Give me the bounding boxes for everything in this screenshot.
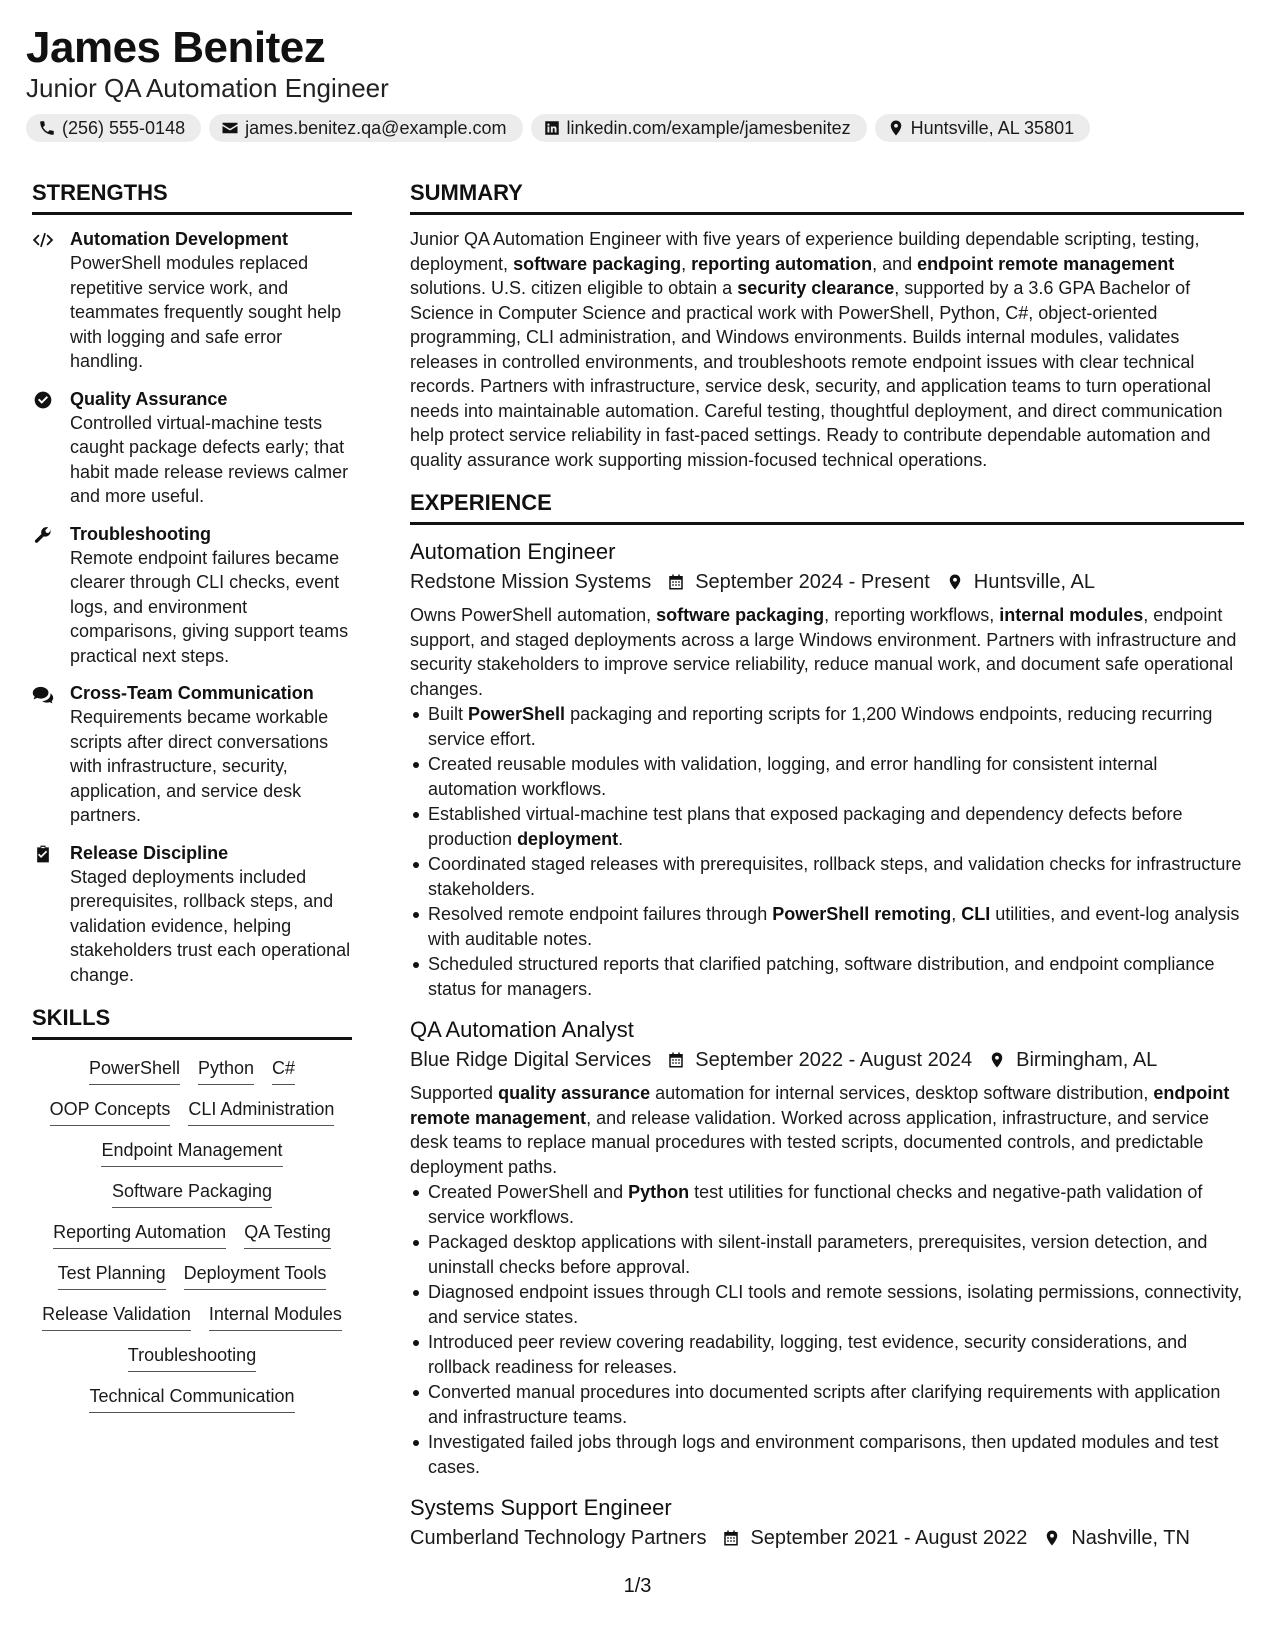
location-pin-icon bbox=[946, 572, 964, 592]
strength-item bbox=[32, 387, 352, 509]
phone-icon bbox=[38, 119, 56, 137]
job-entry bbox=[410, 1493, 1244, 1553]
job-bullets bbox=[410, 1180, 1244, 1479]
strength-description: Remote endpoint failures became clearer through CLI checks, event logs, and environment comparisons, giving support teams practical next steps. bbox=[70, 547, 349, 666]
envelope-icon bbox=[221, 119, 239, 137]
strength-title: Automation Development bbox=[70, 229, 289, 249]
job-bullet: Created PowerShell and Python test utilities for functional checks and negative-path validation of service workflows. bbox=[410, 1180, 1244, 1229]
skill-tag: Software Packaging bbox=[112, 1179, 272, 1208]
strength-item bbox=[32, 841, 352, 988]
job-bullet: Resolved remote endpoint failures through PowerShell remoting, CLI utilities, and event-log analysis with auditable notes. bbox=[410, 902, 1244, 951]
job-title: QA Automation Analyst bbox=[410, 1017, 634, 1042]
job-bullet: Introduced peer review covering readability, logging, test evidence, security considerations, and rollback readiness for releases. bbox=[410, 1330, 1244, 1379]
contact-bar bbox=[26, 114, 1246, 142]
skill-tag: Troubleshooting bbox=[128, 1343, 256, 1372]
experience-heading: EXPERIENCE bbox=[410, 488, 1244, 525]
strength-description: Staged deployments included prerequisites, rollback steps, and validation evidence, helping stakeholders trust each operational change. bbox=[70, 866, 351, 985]
location-pin-icon bbox=[887, 119, 905, 137]
strength-title: Troubleshooting bbox=[70, 523, 211, 544]
job-bullet: Investigated failed jobs through logs and environment comparisons, then updated modules and test cases. bbox=[410, 1430, 1244, 1479]
skill-tag: Release Validation bbox=[42, 1302, 191, 1331]
contact-phone-text: (256) 555-0148 bbox=[62, 117, 186, 138]
skill-tag: QA Testing bbox=[244, 1220, 331, 1249]
wrench-icon bbox=[32, 525, 54, 545]
job-dates: September 2021 - August 2022 bbox=[750, 1527, 1028, 1549]
job-bullet: Scheduled structured reports that clarified patching, software distribution, and endpoint compliance status for managers. bbox=[410, 952, 1244, 1001]
clipboard-check-icon bbox=[32, 844, 54, 864]
strength-description: Requirements became workable scripts after direct conversations with infrastructure, security, application, and service desk partners. bbox=[70, 707, 329, 825]
left-column bbox=[32, 178, 352, 1413]
skill-tag: Endpoint Management bbox=[101, 1138, 282, 1167]
linkedin-icon bbox=[543, 119, 561, 137]
skill-tag: Reporting Automation bbox=[53, 1220, 226, 1249]
skills-list bbox=[32, 1052, 352, 1413]
job-entry bbox=[410, 1015, 1244, 1479]
skill-tag: Internal Modules bbox=[209, 1302, 342, 1331]
summary-heading: SUMMARY bbox=[410, 178, 1244, 215]
job-bullet: Converted manual procedures into documented scripts after clarifying requirements with application and infrastructure teams. bbox=[410, 1380, 1244, 1429]
job-bullet: Established virtual-machine test plans that exposed packaging and dependency defects before production deployment. bbox=[410, 802, 1244, 851]
strength-title: Release Discipline bbox=[70, 842, 229, 863]
strengths-heading: STRENGTHS bbox=[32, 178, 352, 215]
check-circle-icon bbox=[32, 390, 54, 410]
skills-heading: SKILLS bbox=[32, 1003, 352, 1040]
job-bullets bbox=[410, 702, 1244, 1001]
contact-location-text: Huntsville, AL 35801 bbox=[910, 117, 1075, 138]
skill-tag: Deployment Tools bbox=[184, 1261, 327, 1290]
skill-tag: Technical Communication bbox=[89, 1384, 294, 1413]
page-number: 1/3 bbox=[623, 1575, 652, 1597]
job-entry bbox=[410, 537, 1244, 1001]
candidate-title: Junior QA Automation Engineer bbox=[26, 73, 389, 103]
contact-phone[interactable] bbox=[26, 114, 201, 142]
contact-email-text: james.benitez.qa@example.com bbox=[245, 117, 507, 138]
job-location: Birmingham, AL bbox=[1016, 1049, 1158, 1071]
contact-linkedin-text: linkedin.com/example/jamesbenitez bbox=[566, 117, 851, 138]
skill-tag: Test Planning bbox=[58, 1261, 166, 1290]
job-dates: September 2024 - Present bbox=[695, 571, 930, 593]
job-meta bbox=[410, 1523, 1244, 1553]
job-description: Supported quality assurance automation for internal services, desktop software distribution, endpoint remote management, and release validation. Worked across application, infrastructure, and service desk teams to replace manual procedures with tested scripts, documented controls, and predictable deployment paths. bbox=[410, 1083, 1230, 1177]
job-bullet: Built PowerShell packaging and reporting scripts for 1,200 Windows endpoints, reducing recurring service effort. bbox=[410, 702, 1244, 751]
skill-tag: C# bbox=[272, 1056, 295, 1085]
job-description: Owns PowerShell automation, software packaging, reporting workflows, internal modules, endpoint support, and staged deployments across a large Windows environment. Partners with infrastructure and security stakeholders to improve service reliability, reduce manual work, and document safe operational changes. bbox=[410, 605, 1237, 699]
contact-email[interactable] bbox=[209, 114, 522, 142]
location-pin-icon bbox=[988, 1050, 1006, 1070]
right-column bbox=[410, 178, 1244, 1567]
skill-tag: Python bbox=[198, 1056, 254, 1085]
job-company: Cumberland Technology Partners bbox=[410, 1527, 707, 1549]
code-icon bbox=[32, 230, 54, 250]
job-location: Huntsville, AL bbox=[973, 571, 1095, 593]
skill-tag: OOP Concepts bbox=[50, 1097, 171, 1126]
strength-description: Controlled virtual-machine tests caught package defects early; that habit made release reviews calmer and more useful. bbox=[70, 412, 349, 506]
calendar-icon bbox=[667, 572, 685, 592]
job-bullet: Created reusable modules with validation, logging, and error handling for consistent internal automation workflows. bbox=[410, 752, 1244, 801]
contact-location bbox=[875, 114, 1090, 142]
job-bullet: Packaged desktop applications with silent-install parameters, prerequisites, version detection, and uninstall checks before approval. bbox=[410, 1230, 1244, 1279]
experience-list bbox=[410, 537, 1244, 1553]
job-meta bbox=[410, 567, 1244, 597]
candidate-name: James Benitez bbox=[26, 23, 326, 72]
job-company: Redstone Mission Systems bbox=[410, 571, 652, 593]
strength-title: Cross-Team Communication bbox=[70, 683, 314, 703]
calendar-icon bbox=[722, 1528, 740, 1548]
contact-linkedin[interactable] bbox=[531, 114, 867, 142]
skill-tag: CLI Administration bbox=[188, 1097, 334, 1126]
skill-tag: PowerShell bbox=[89, 1056, 180, 1085]
job-bullet: Diagnosed endpoint issues through CLI tools and remote sessions, isolating permissions, connectivity, and service states. bbox=[410, 1280, 1244, 1329]
job-dates: September 2022 - August 2024 bbox=[695, 1049, 973, 1071]
location-pin-icon bbox=[1043, 1528, 1061, 1548]
job-location: Nashville, TN bbox=[1071, 1527, 1190, 1549]
strength-title: Quality Assurance bbox=[70, 388, 228, 409]
summary-text: Junior QA Automation Engineer with five years of experience building dependable scripting, testing, deployment, software packaging, reporting automation, and endpoint remote management solutions. U.S. citizen eligible to obtain a security clearance, supported by a 3.6 GPA Bachelor of Science in Computer Science and practical work with PowerShell, Python, C#, object-oriented programming, CLI administration, and Windows environments. Builds internal modules, validates releases in controlled environments, and troubleshoots remote endpoint issues with clear technical records. Partners with infrastructure, service desk, security, and application teams to turn operational needs into maintainable automation. Careful testing, thoughtful deployment, and direct communication help protect service reliability in fast-paced settings. Ready to contribute dependable automation and quality assurance work supporting mission-focused technical operations. bbox=[410, 229, 1223, 470]
job-bullet: Coordinated staged releases with prerequisites, rollback steps, and validation checks for infrastructure stakeholders. bbox=[410, 852, 1244, 901]
strength-description: PowerShell modules replaced repetitive service work, and teammates frequently sought help with logging and safe error handling. bbox=[70, 253, 342, 371]
comments-icon bbox=[32, 684, 54, 704]
job-title: Systems Support Engineer bbox=[410, 1495, 672, 1520]
job-title: Automation Engineer bbox=[410, 539, 616, 564]
resume-header bbox=[26, 22, 1246, 142]
strength-item bbox=[32, 681, 352, 828]
strength-item bbox=[32, 227, 352, 374]
strength-item bbox=[32, 522, 352, 669]
job-meta bbox=[410, 1045, 1244, 1075]
job-company: Blue Ridge Digital Services bbox=[410, 1049, 652, 1071]
calendar-icon bbox=[667, 1050, 685, 1070]
